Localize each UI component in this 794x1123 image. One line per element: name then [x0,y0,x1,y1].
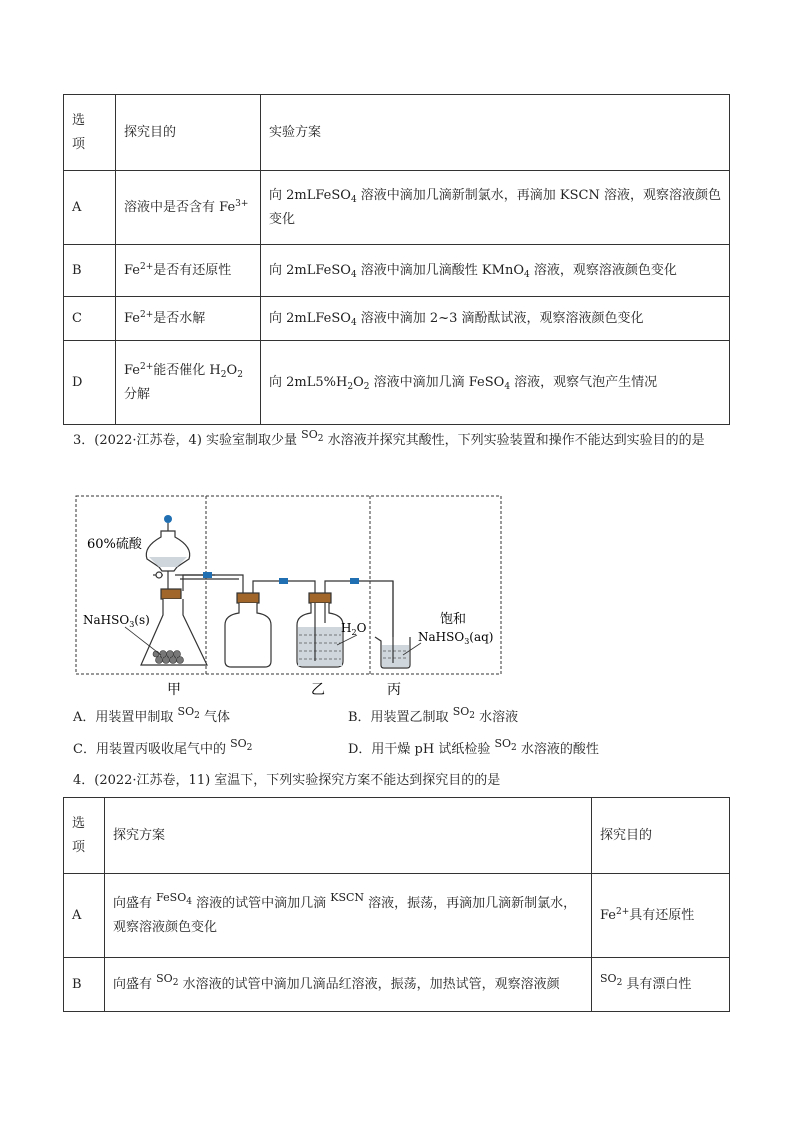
row-option: A [64,874,105,958]
table-row [64,297,730,341]
table-row [64,245,730,297]
row-purpose: $Fe^{2+}$是否水解 [116,297,261,341]
table-header-row [64,798,730,874]
question-3-stem: 3．(2022·江苏卷，4) 实验室制取少量 $^{SO_2}$ 水溶液并探究其酸性，下列实验装置和操作不能达到实验目的的是 [73,428,705,448]
header-plan: 实验方案 [261,95,730,171]
row-option: A [64,171,116,245]
experiment-table-1 [63,94,730,425]
row-purpose: $Fe^{2+}$是否有还原性 [116,245,261,297]
empty-bottle [225,593,271,667]
table-row [64,171,730,245]
option-b[interactable]: B．用装置乙制取 $^{SO_2}$ 水溶液 [348,705,519,725]
beaker [375,581,421,668]
stopcock-icon [279,578,288,584]
option-c[interactable]: C．用装置丙吸收尾气中的 $^{SO_2}$ [73,737,253,757]
row-purpose: $Fe^{2+}$具有还原性 [592,874,730,958]
row-purpose: $^{SO_2}$ 具有漂白性 [592,958,730,1012]
stopcock-icon [350,578,359,584]
label-bing: 丙 [387,682,401,697]
label-jia: 甲 [167,682,181,697]
table-header-row [64,95,730,171]
saturated-solution-label: NaHSO$_3$(aq) [418,630,494,646]
question-4-stem: 4．(2022·江苏卷，11) 室温下，下列实验探究方案不能达到探究目的的是 [73,773,501,788]
row-plan: 向盛有 $^{SO_2}$ 水溶液的试管中滴加几滴品红溶液，振荡，加热试管，观察溶液颜 [105,958,592,1012]
experiment-table-2 [63,797,730,1012]
generator-flask [141,515,215,665]
apparatus-figure [75,495,505,697]
table-row [64,874,730,958]
solid-label: NaHSO$_3$(s) [83,613,150,629]
water-label: $H_2O$ [341,621,367,637]
header-option: 选 项 [64,798,105,874]
option-d[interactable]: D．用干燥 pH 试纸检验 $^{SO_2}$ 水溶液的酸性 [348,737,599,757]
connection-tubes [175,575,393,657]
stopcock-icon [203,572,212,578]
label-yi: 乙 [311,682,325,697]
header-option: 选 项 [64,95,116,171]
table-row [64,341,730,425]
row-plan: 向 2mLFeSO$_4$ 溶液中滴加 2~3 滴酚酞试液，观察溶液颜色变化 [261,297,730,341]
row-plan: 向 2mLFeSO$_4$ 溶液中滴加几滴酸性 KMnO$_4$ 溶液，观察溶液颜色变化 [261,245,730,297]
header-plan: 探究方案 [105,798,592,874]
acid-label: 60%硫酸 [87,537,142,552]
table-row [64,958,730,1012]
header-purpose: 探究目的 [116,95,261,171]
row-purpose: $Fe^{2+}$能否催化 $H_2O_2$ 分解 [116,341,261,425]
row-option: C [64,297,116,341]
row-plan: 向 $2mL5\%H_2O_2$ 溶液中滴加几滴 FeSO$_4$ 溶液，观察气泡产生情况 [261,341,730,425]
row-option: B [64,245,116,297]
row-option: D [64,341,116,425]
row-plan: 向 2mLFeSO$_4$ 溶液中滴加几滴新制氯水，再滴加 KSCN 溶液，观察溶液颜色变化 [261,171,730,245]
row-plan: 向盛有 $^{FeSO_4}$ 溶液的试管中滴加几滴 $^{KSCN}$ 溶液，振荡，再滴加几滴新制氯水，观察溶液颜色变化 [105,874,592,958]
row-purpose: 溶液中是否含有 $Fe^{3+}$ [116,171,261,245]
option-a[interactable]: A．用装置甲制取 $^{SO_2}$ 气体 [73,705,230,725]
saturated-label: 饱和 [440,612,467,627]
row-option: B [64,958,105,1012]
header-purpose: 探究目的 [592,798,730,874]
